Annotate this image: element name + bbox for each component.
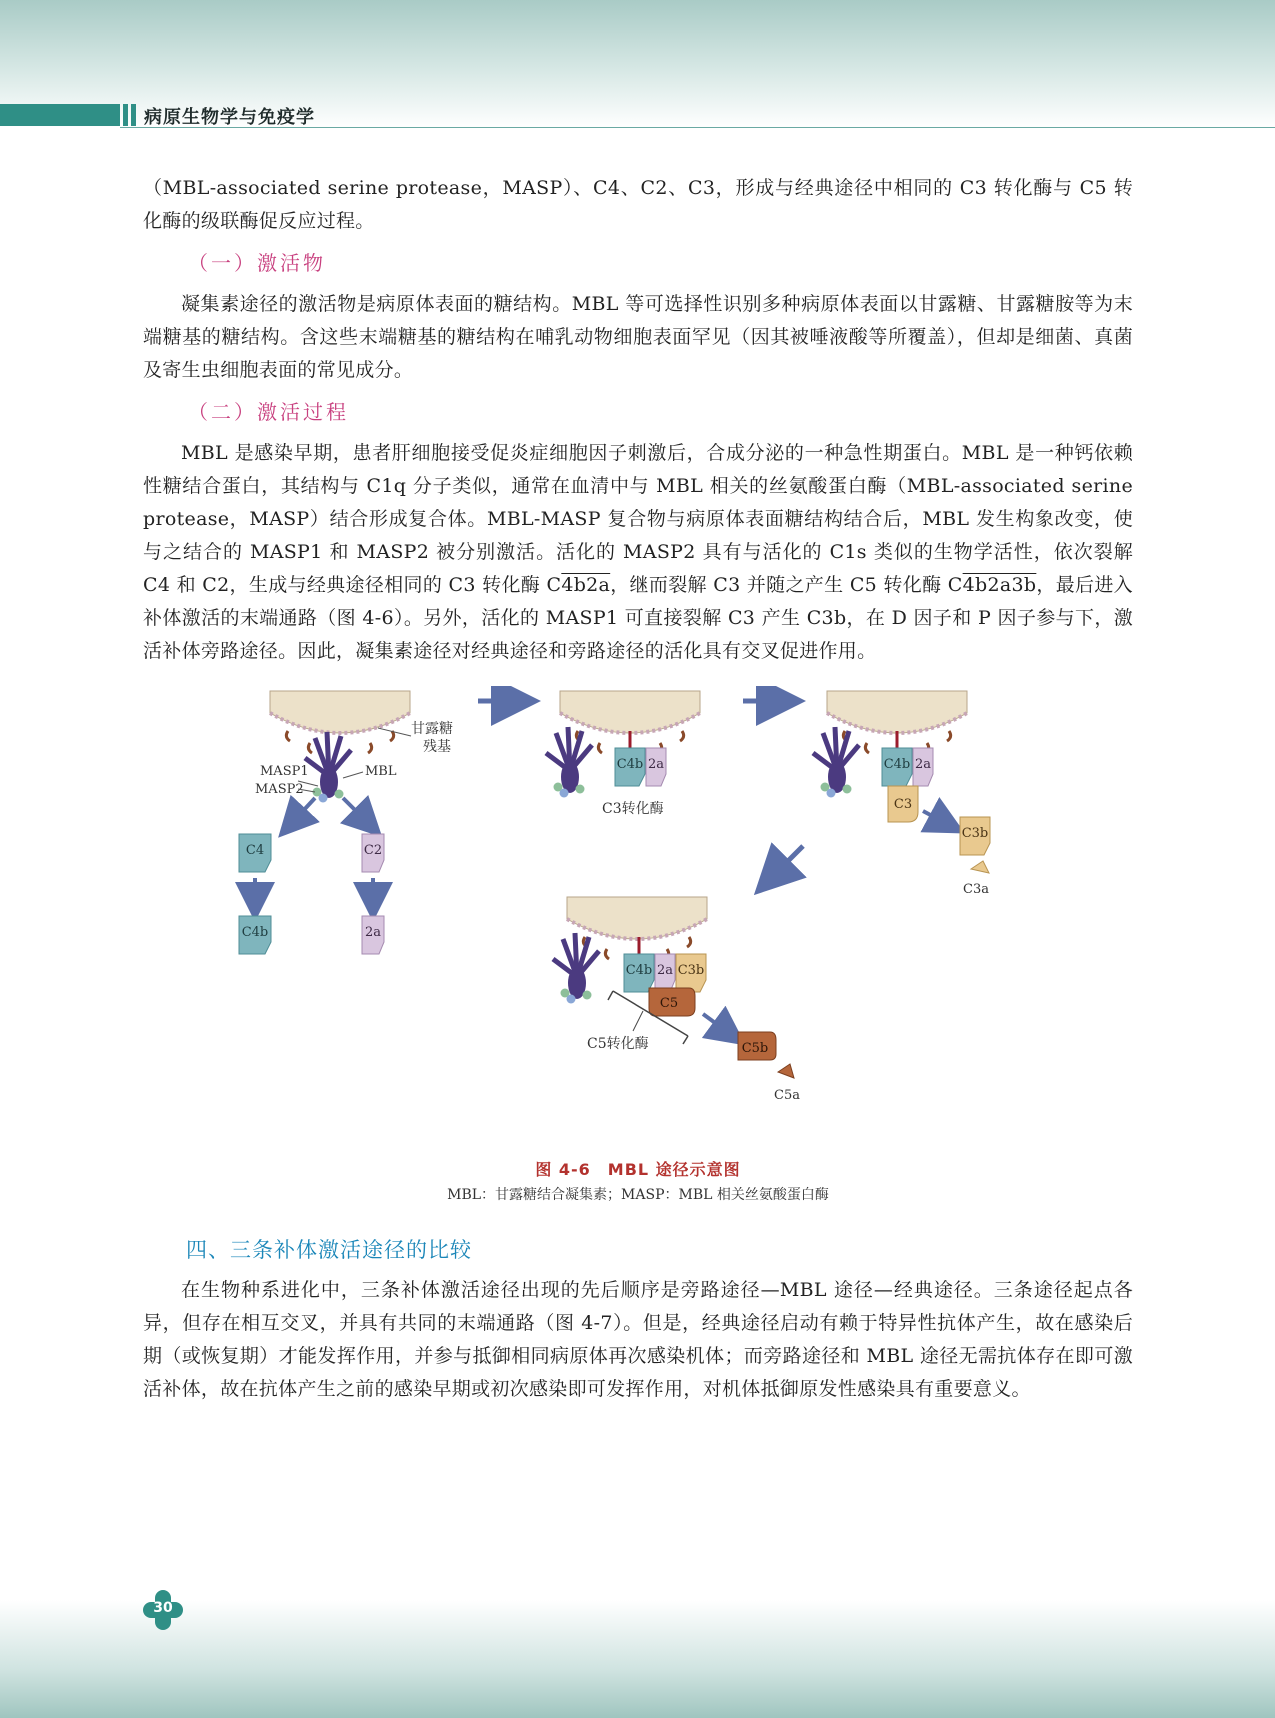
c3-label: C3 <box>893 797 913 812</box>
mannose-label-2: 残基 <box>423 739 451 755</box>
footer-background <box>0 1600 1275 1718</box>
paragraph-3-part-b: ，继而裂解 C3 并随之产生 C5 转化酶 C <box>610 574 963 596</box>
header-accent-tick <box>131 104 136 126</box>
c3b-label: C3b <box>961 826 989 841</box>
figure-note: MBL：甘露糖结合凝集素；MASP：MBL 相关丝氨酸蛋白酶 <box>447 1187 829 1203</box>
c2a-label: 2a <box>647 757 665 772</box>
mbl-pathway-figure <box>143 686 1133 1151</box>
c3-convertase-formula: 4b2a <box>561 574 611 596</box>
header-accent-bar <box>0 104 120 126</box>
mannose-label-1: 甘露糖 <box>411 721 453 737</box>
section-heading-comparison: 四、三条补体激活途径的比较 <box>186 1238 472 1262</box>
c3a-label: C3a <box>963 882 989 897</box>
c3b-label: C3b <box>677 963 705 978</box>
paragraph-4: 在生物种系进化中，三条补体激活途径出现的先后顺序是旁路途径—MBL 途径—经典途径。三条途径起点各异，但存在相互交叉，并具有共同的末端通路（图 4-7）。但是，经典途径启动有赖于特异性抗体产生，故在感染后期（或恢复期）才能发挥作用，并参与抵御相同病原体再次感染机体；而旁路途径和 MBL 途径无需抗体存在即可激活补体，故在抗体产生之前的感染早期或初次感染即可发挥作用，对机体抵御原发性感染具有重要意义。 <box>143 1279 1133 1400</box>
paragraph-1: （MBL-associated serine protease，MASP）、C4、C2、C3，形成与经典途径中相同的 C3 转化酶与 C5 转化酶的级联酶促反应过程。 <box>143 177 1133 232</box>
figure-caption: 图 4-6 MBL 途径示意图 <box>535 1160 741 1179</box>
c5a-label: C5a <box>774 1088 800 1103</box>
page-content <box>143 172 1133 1406</box>
c4-label: C4 <box>245 843 265 858</box>
subheading-activators: （一）激活物 <box>188 251 326 275</box>
mbl-label: MBL <box>365 764 397 779</box>
subheading-activation-process: （二）激活过程 <box>188 400 349 424</box>
arrow-step-3 <box>768 846 803 881</box>
panel-initial-binding <box>239 691 453 954</box>
c2a-label: 2a <box>656 963 674 978</box>
paragraph-2: 凝集素途径的激活物是病原体表面的糖结构。MBL 等可选择性识别多种病原体表面以甘露糖、甘露糖胺等为末端糖基的糖结构。含这些末端糖基的糖结构在哺乳动物细胞表面罕见（因其被唾液酸等所覆盖），但却是细菌、真菌及寄生虫细胞表面的常见成分。 <box>143 293 1133 381</box>
mbl-pathway-diagram <box>143 686 1133 1151</box>
paragraph-3-part-a: MBL 是感染早期，患者肝细胞接受促炎症细胞因子刺激后，合成分泌的一种急性期蛋白。MBL 是一种钙依赖性糖结合蛋白，其结构与 C1q 分子类似，通常在血清中与 MBL 相关的丝氨酸蛋白酶（MBL-associated serine protease，MASP）结合形成复合体。MBL-MASP 复合物与病原体表面糖结构结合后，MBL 发生构象改变，使与之结合的 MASP1 和 MASP2 被分别激活。活化的 MASP2 具有与活化的 C1s 类似的生物学活性，依次裂解 C4 和 C2，生成与经典途径相同的 C3 转化酶 C <box>143 442 1133 596</box>
header-accent-tick <box>123 104 128 126</box>
book-title: 病原生物学与免疫学 <box>144 107 315 128</box>
panel-c3-convertase <box>546 691 700 817</box>
c4b-label: C4b <box>625 963 653 978</box>
paragraph-3-part-c: ，最后进入补体激活的末端通路（图 4-6）。另外，活化的 MASP1 可直接裂解 C3 产生 C3b，在 D 因子和 P 因子参与下，激活补体旁路途径。因此，凝集素途径对经典途径和旁路途径的活化具有交叉促进作用。 <box>143 574 1133 662</box>
mbl-complex <box>553 933 599 1004</box>
c2-label: C2 <box>363 843 383 858</box>
c4b-product-label: C4b <box>241 925 269 940</box>
c3-convertase-label: C3转化酶 <box>602 801 664 817</box>
c5-convertase-label: C5转化酶 <box>587 1036 649 1052</box>
mbl-complex <box>813 727 859 798</box>
page-number: 30 <box>153 1600 173 1616</box>
panel-c5-convertase <box>553 897 800 1103</box>
panel-c3-cleavage <box>813 691 990 897</box>
masp2-label: MASP2 <box>255 782 304 797</box>
c5-convertase-formula: 4b2a3b <box>962 574 1037 596</box>
c5-label: C5 <box>659 996 679 1011</box>
mbl-complex <box>546 727 592 798</box>
c2a-label: 2a <box>914 757 932 772</box>
page-number-badge <box>143 1590 183 1630</box>
masp1-label: MASP1 <box>260 764 309 779</box>
c4b-label: C4b <box>616 757 644 772</box>
c2a-product-label: 2a <box>364 925 382 940</box>
c5b-label: C5b <box>741 1041 769 1056</box>
c4b-label: C4b <box>883 757 911 772</box>
pathogen-surface <box>567 897 707 959</box>
paragraph-3 <box>143 437 1133 668</box>
